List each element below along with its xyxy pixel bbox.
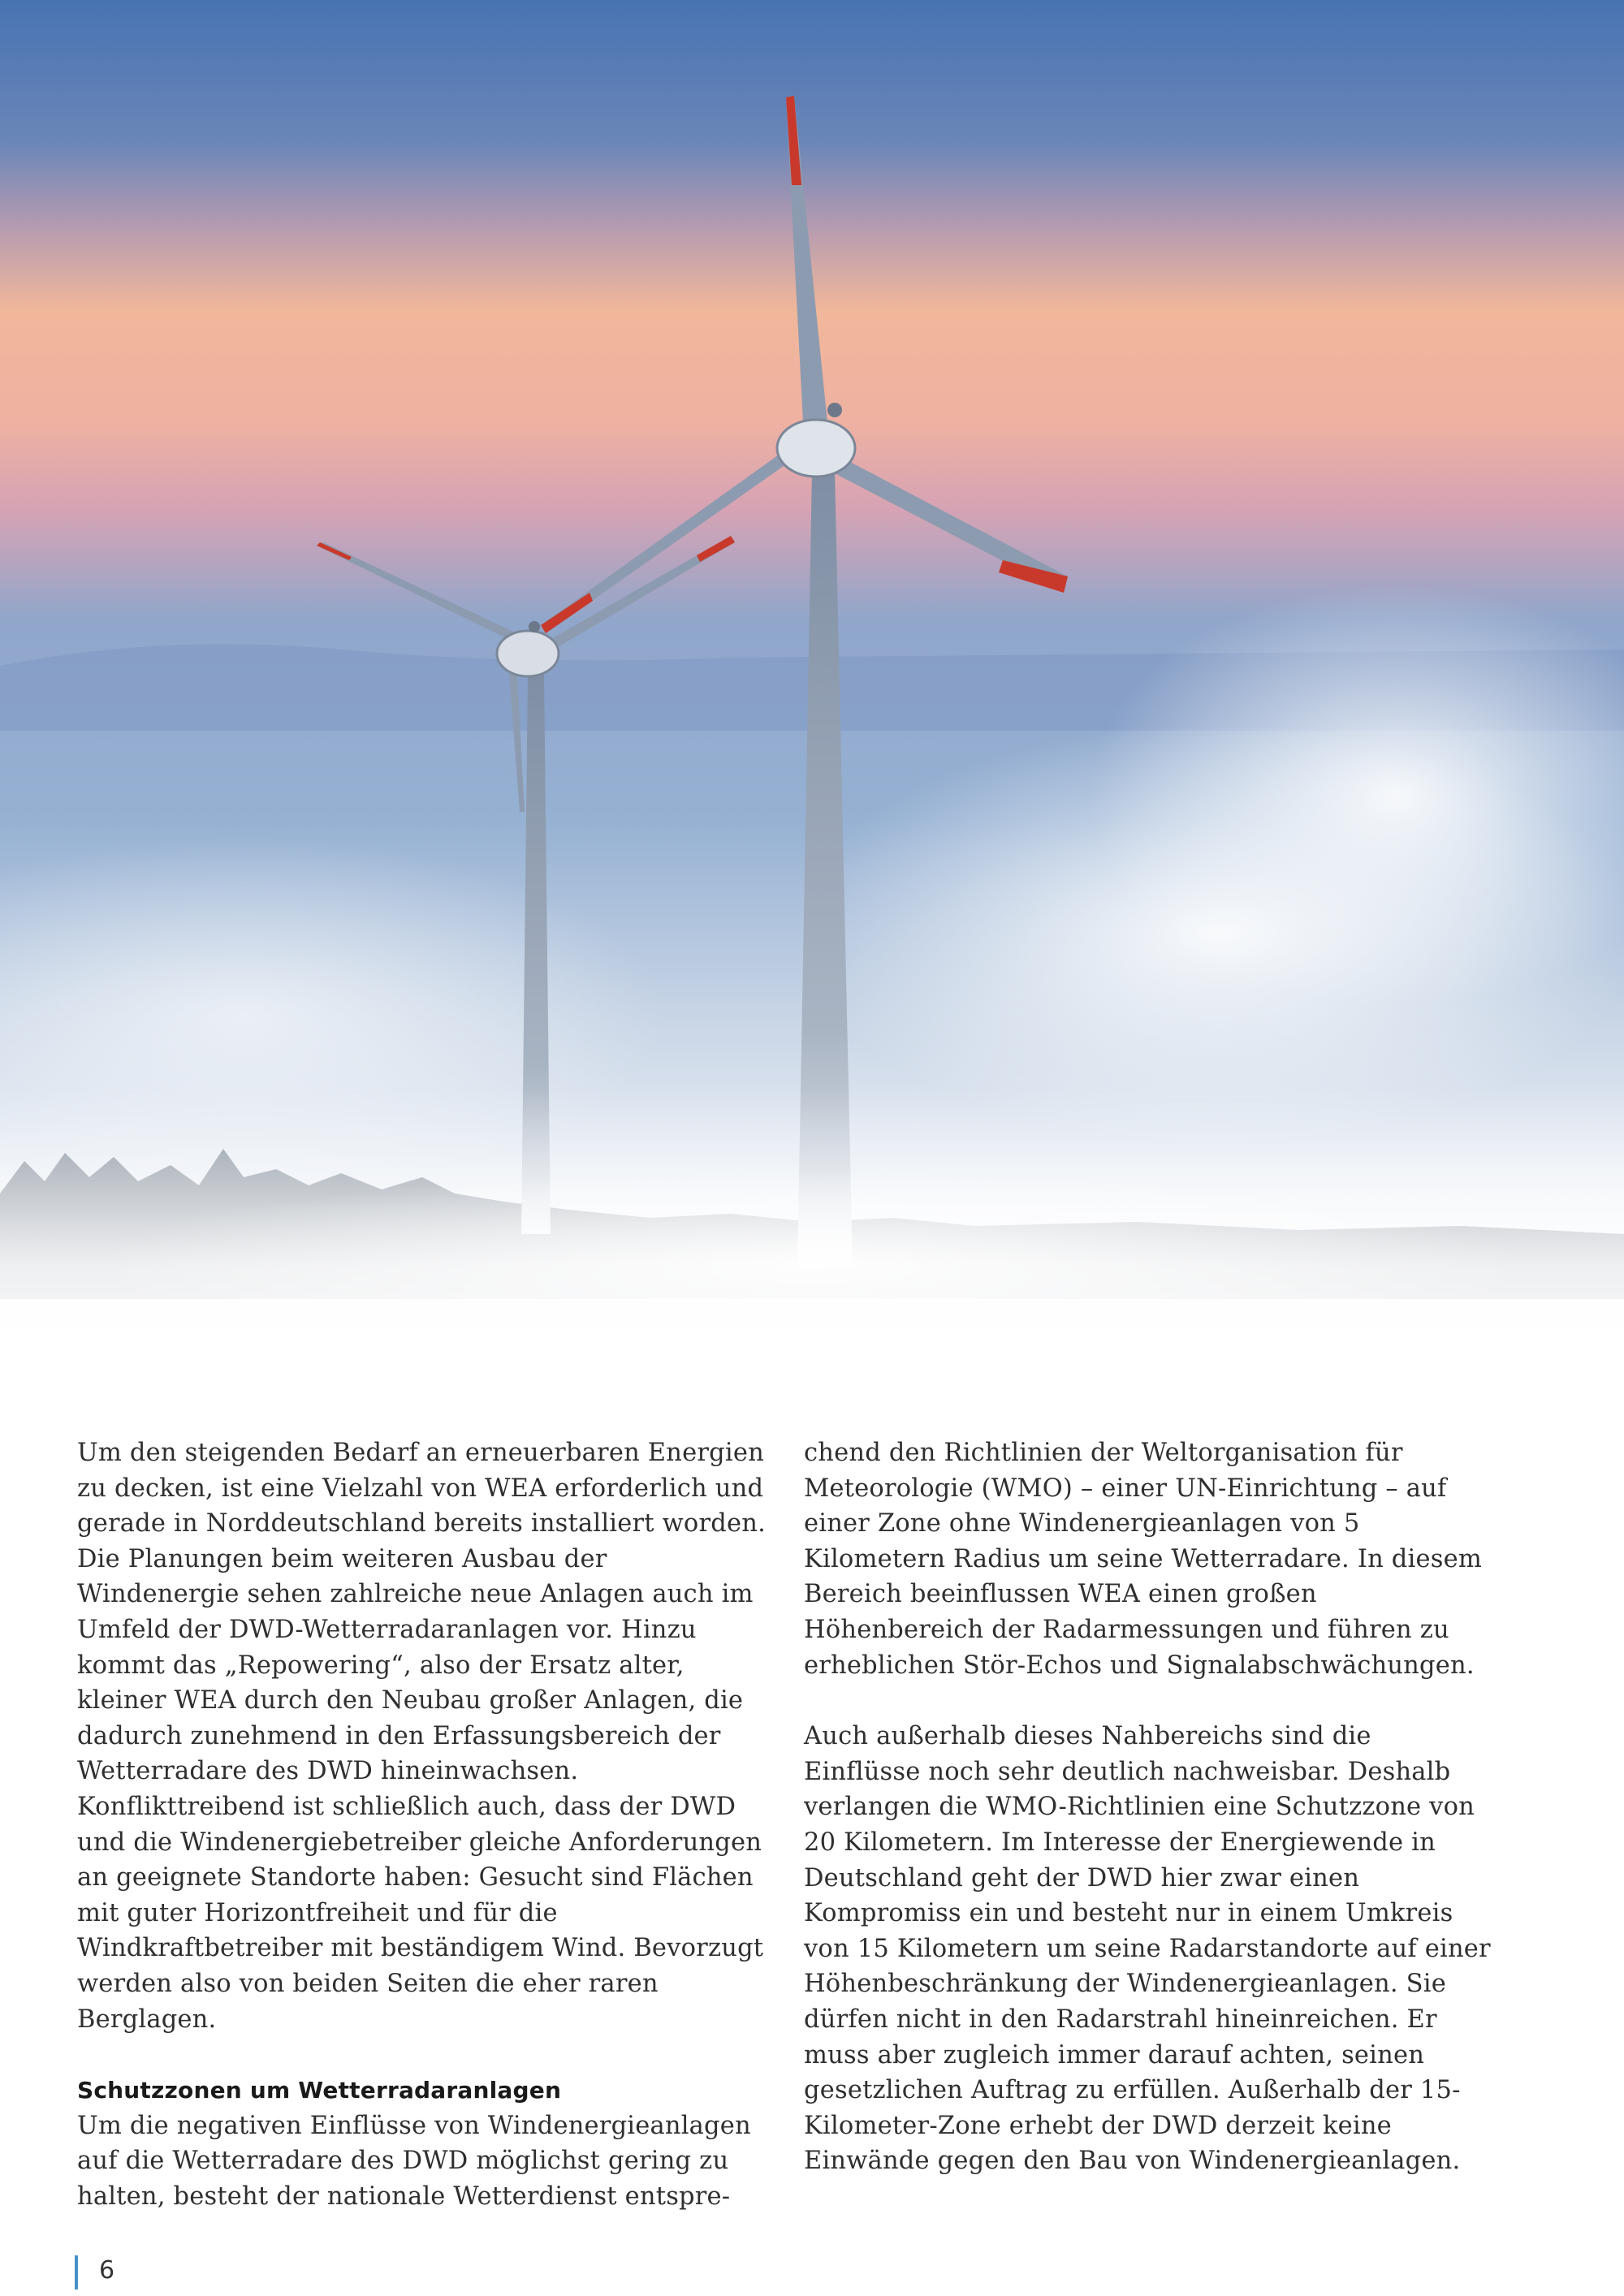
text-column-left [77,1435,767,2214]
paragraph: Auch außerhalb dieses Nahbereichs sind die Einflüsse noch sehr deutlich nachweisbar. Deshalb verlangen die WMO-Richtlinien eine Schutzzone von 20 Kilometern. Im Interesse der Energiewende in Deutschland geht der DWD hier zwar einen Kompromiss ein und besteht nur in einem Umkreis von 15 Kilometern um seine Radarstandorte auf einer Höhenbeschränkung der Windenergieanlagen. Sie dürfen nicht in den Radarstrahl hineinreichen. Er muss aber zugleich immer darauf achten, seinen gesetzlichen Auftrag zu erfüllen. Außerhalb der 15-Kilometer-Zone erhebt der DWD derzeit keine Einwände gegen den Bau von Windenergieanlagen. [804,1722,1491,2176]
paragraph: Um die negativen Einflüsse von Windenergieanlagen auf die Wetterradare des DWD möglichst gering zu halten, besteht der nationale Wetterdienst entspre- [77,2111,751,2211]
paragraph: chend den Richtlinien der Weltorganisation für Meteorologie (WMO) – einer UN-Einrichtung – auf einer Zone ohne Windenergieanlagen von 5 Kilometern Radius um seine Wetterradare. In diesem Bereich beeinflussen WEA einen großen Höhenbereich der Radarmessungen und führen zu erheblichen Stör-Echos und Signalabschwächungen. [804,1439,1482,1680]
page-number: 6 [99,2256,115,2285]
section-heading: Schutzzonen um Wetterradaranlagen [77,2077,562,2104]
footer-accent-bar [75,2255,78,2290]
text-column-right [804,1435,1494,2179]
paragraph: Um den steigenden Bedarf an erneuerbaren Energien zu decken, ist eine Vielzahl von WEA erforderlich und gerade in Norddeutschland bereits installiert worden. Die Planungen beim weiteren Ausbau der Windenergie sehen zahlreiche neue Anlagen auch im Umfeld der DWD-Wetterradaranlagen vor. Hinzu kommt das „Repowering“, also der Ersatz alter, kleiner WEA durch den Neubau großer Anlagen, die dadurch zunehmend in den Erfassungsbereich der Wetterradare des DWD hineinwachsen. Konflikttreibend ist schließlich auch, dass der DWD und die Windenergiebetreiber gleiche Anforderungen an geeignete Standorte haben: Gesucht sind Flächen mit guter Horizontfreiheit und für die Windkraftbetreiber mit beständigem Wind. Bevorzugt werden also von beiden Seiten die eher raren Berglagen. [77,1439,766,2034]
